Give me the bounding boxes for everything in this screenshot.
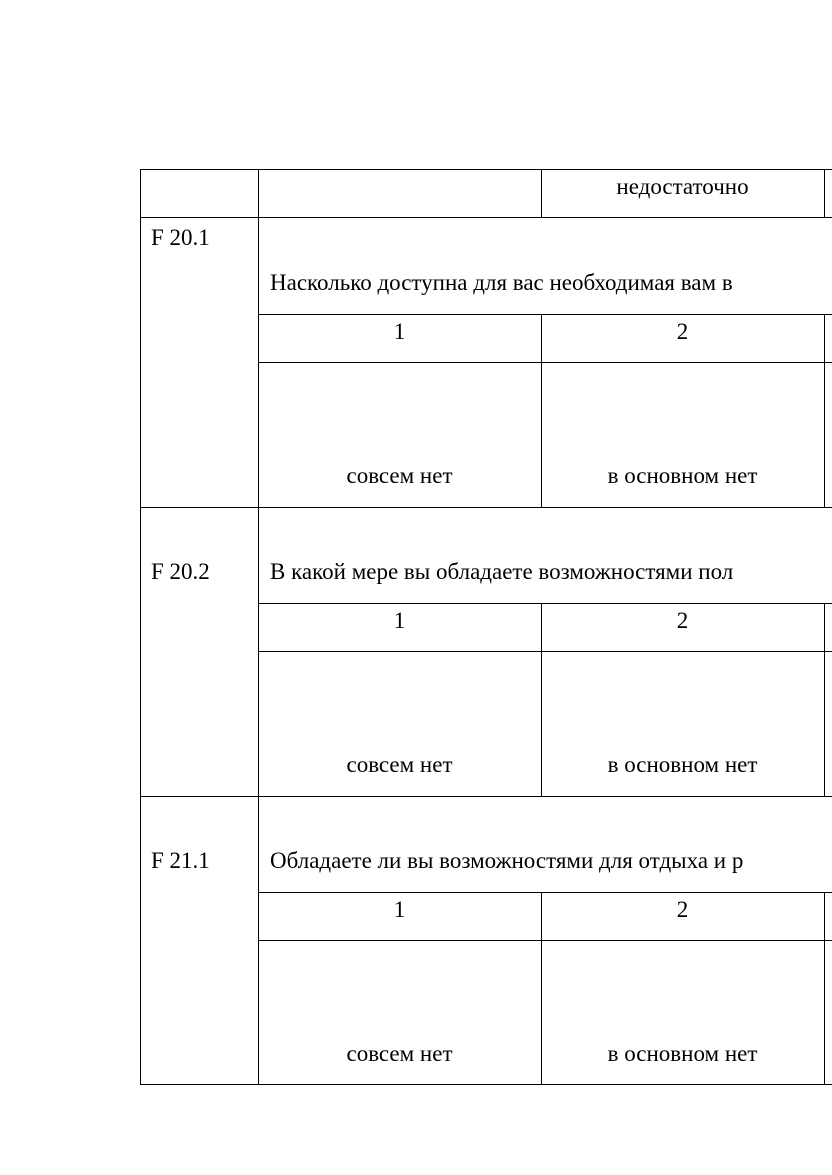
option-label: совсем нет (346, 1041, 453, 1066)
column-divider (824, 603, 825, 797)
row-divider (258, 892, 832, 893)
table-border-left (140, 169, 141, 1085)
header-cell-text: недостаточно (616, 174, 749, 199)
column-divider (824, 169, 825, 218)
option-number: 1 (393, 608, 406, 633)
column-divider (824, 314, 825, 508)
row-divider (258, 940, 832, 941)
table-border-top (140, 169, 832, 170)
option-label: в основном нет (607, 463, 758, 488)
question-text: Насколько доступна для вас необходимая вам в (270, 270, 733, 295)
question-code: F 20.1 (151, 225, 210, 250)
row-divider (258, 603, 832, 604)
option-label: в основном нет (607, 752, 758, 777)
row-divider (140, 796, 832, 797)
question-code: F 21.1 (151, 848, 210, 873)
question-text: Обладаете ли вы возможностями для отдыха и р (270, 848, 744, 873)
table-border-bottom (140, 1084, 832, 1085)
option-number: 2 (676, 608, 689, 633)
option-number: 1 (393, 897, 406, 922)
row-divider (140, 217, 832, 218)
column-divider (824, 892, 825, 1085)
option-label: в основном нет (607, 1041, 758, 1066)
option-number: 2 (676, 319, 689, 344)
question-code: F 20.2 (151, 559, 210, 584)
option-number: 2 (676, 897, 689, 922)
option-label: совсем нет (346, 752, 453, 777)
row-divider (258, 651, 832, 652)
row-divider (140, 507, 832, 508)
option-number: 1 (393, 319, 406, 344)
row-divider (258, 362, 832, 363)
option-label: совсем нет (346, 463, 453, 488)
question-text: В какой мере вы обладаете возможностями пол (270, 559, 734, 584)
row-divider (258, 314, 832, 315)
